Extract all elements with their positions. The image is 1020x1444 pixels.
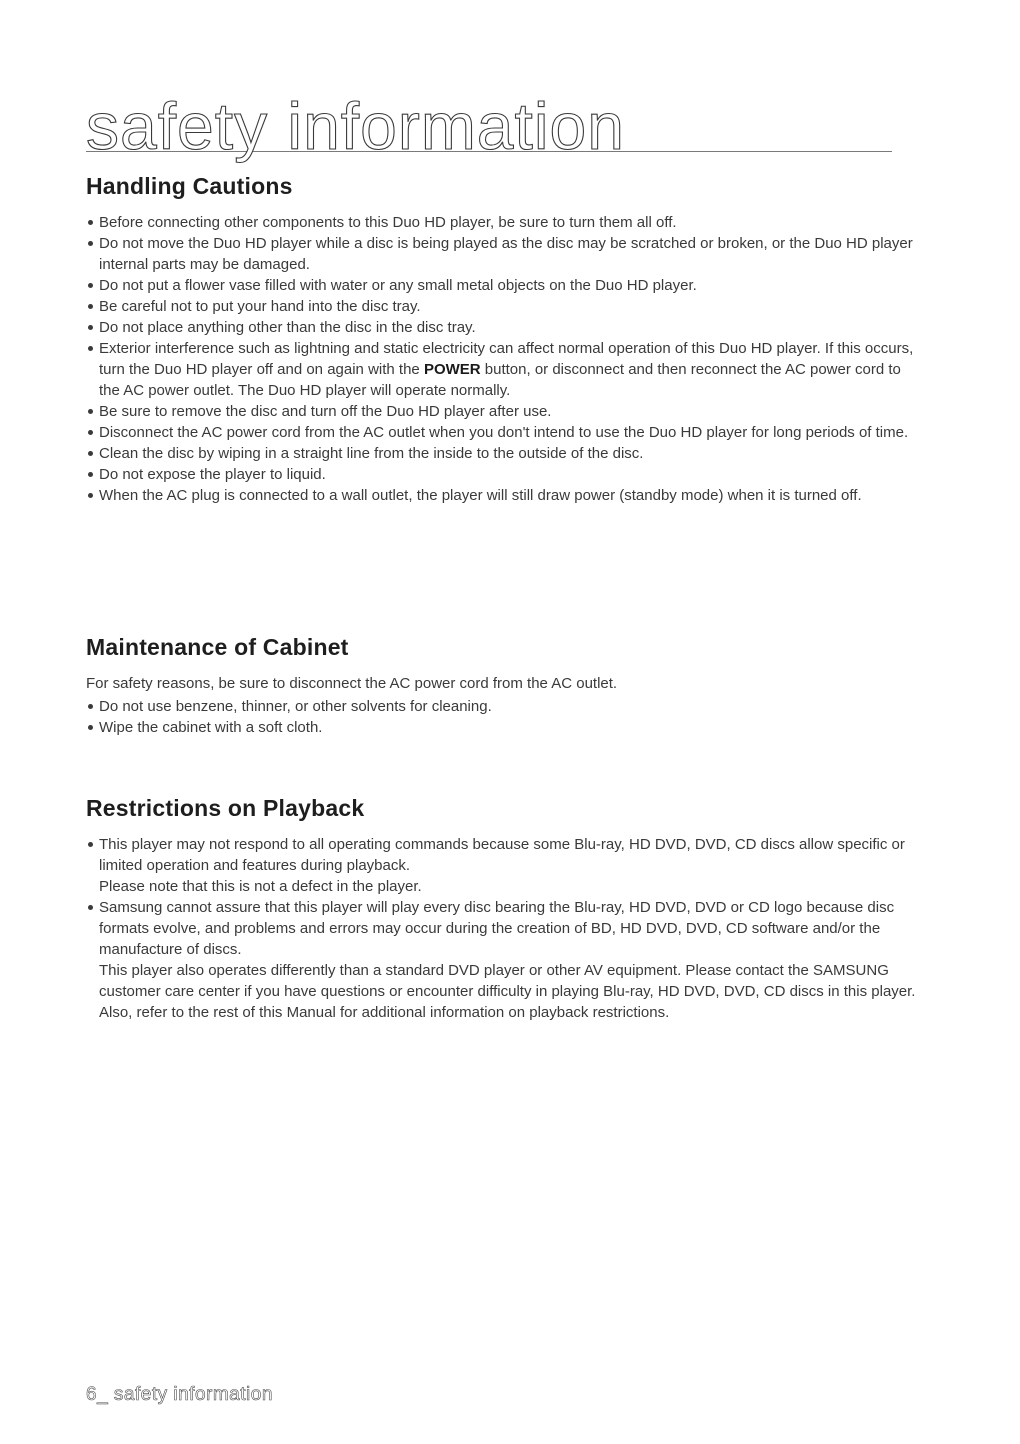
maintenance-intro: For safety reasons, be sure to disconnect the AC power cord from the AC outlet. — [86, 675, 618, 692]
maintenance-heading: Maintenance of Cabinet — [86, 634, 349, 660]
maintenance-section — [86, 633, 916, 738]
list-item-note: Please note that this is not a defect in the player. — [99, 878, 422, 895]
list-item-text: button, or disconnect and then reconnect the AC power cord to the AC power outlet. The Duo HD player will operate normally. — [99, 361, 901, 399]
list-item: Be sure to remove the disc and turn off the Duo HD player after use. — [86, 401, 916, 422]
list-item: Be careful not to put your hand into the disc tray. — [86, 296, 916, 317]
list-item: Wipe the cabinet with a soft cloth. — [86, 717, 916, 738]
restrictions-list — [86, 834, 916, 1023]
handling-cautions-heading: Handling Cautions — [86, 173, 293, 199]
page-title-text: safety information — [86, 89, 625, 163]
list-item: Do not move the Duo HD player while a disc is being played as the disc may be scratched or broken, or the Duo HD player internal parts may be damaged. — [86, 233, 916, 275]
restrictions-heading: Restrictions on Playback — [86, 795, 365, 821]
handling-cautions-section — [86, 172, 916, 506]
list-item: Do not place anything other than the disc in the disc tray. — [86, 317, 916, 338]
list-item: Disconnect the AC power cord from the AC outlet when you don't intend to use the Duo HD player for long periods of time. — [86, 422, 916, 443]
list-item: Do not use benzene, thinner, or other solvents for cleaning. — [86, 696, 916, 717]
page-footer — [86, 1384, 273, 1406]
power-button-label: POWER — [423, 361, 481, 378]
handling-cautions-list — [86, 212, 916, 506]
list-item: Before connecting other components to this Duo HD player, be sure to turn them all off. — [86, 212, 916, 233]
list-item — [86, 897, 916, 1023]
list-item — [86, 338, 916, 401]
list-item: Do not expose the player to liquid. — [86, 464, 916, 485]
list-item — [86, 834, 916, 897]
list-item: Do not put a flower vase filled with water or any small metal objects on the Duo HD player. — [86, 275, 916, 296]
list-item-note: This player also operates differently than a standard DVD player or other AV equipment. Please contact the SAMSUNG customer care center if you have questions or encounter difficulty in playing Blu-ray, HD DVD, DVD, CD discs in this player. Also, refer to the rest of this Manual for additional information on playback restrictions. — [99, 962, 916, 1021]
list-item: Clean the disc by wiping in a straight line from the inside to the outside of the disc. — [86, 443, 916, 464]
list-item: When the AC plug is connected to a wall outlet, the player will still draw power (standby mode) when it is turned off. — [86, 485, 916, 506]
page-title — [86, 72, 892, 163]
list-item-text: Samsung cannot assure that this player will play every disc bearing the Blu-ray, HD DVD, DVD or CD logo because disc formats evolve, and problems and errors may occur during the creation of BD, HD DVD, DVD, CD software and/or the manufacture of discs. — [99, 899, 895, 958]
restrictions-section — [86, 794, 916, 1023]
list-item-text: Exterior interference such as lightning and static electricity can affect normal operation of this Duo HD player. If this occurs, turn the Duo HD player off and on again with the — [99, 340, 914, 378]
maintenance-list — [86, 696, 916, 738]
page-number: 6 — [86, 1384, 98, 1405]
list-item-text: This player may not respond to all operating commands because some Blu-ray, HD DVD, DVD, CD discs allow specific or limited operation and features during playback. — [99, 836, 905, 874]
footer-label: _ safety information — [97, 1384, 273, 1405]
